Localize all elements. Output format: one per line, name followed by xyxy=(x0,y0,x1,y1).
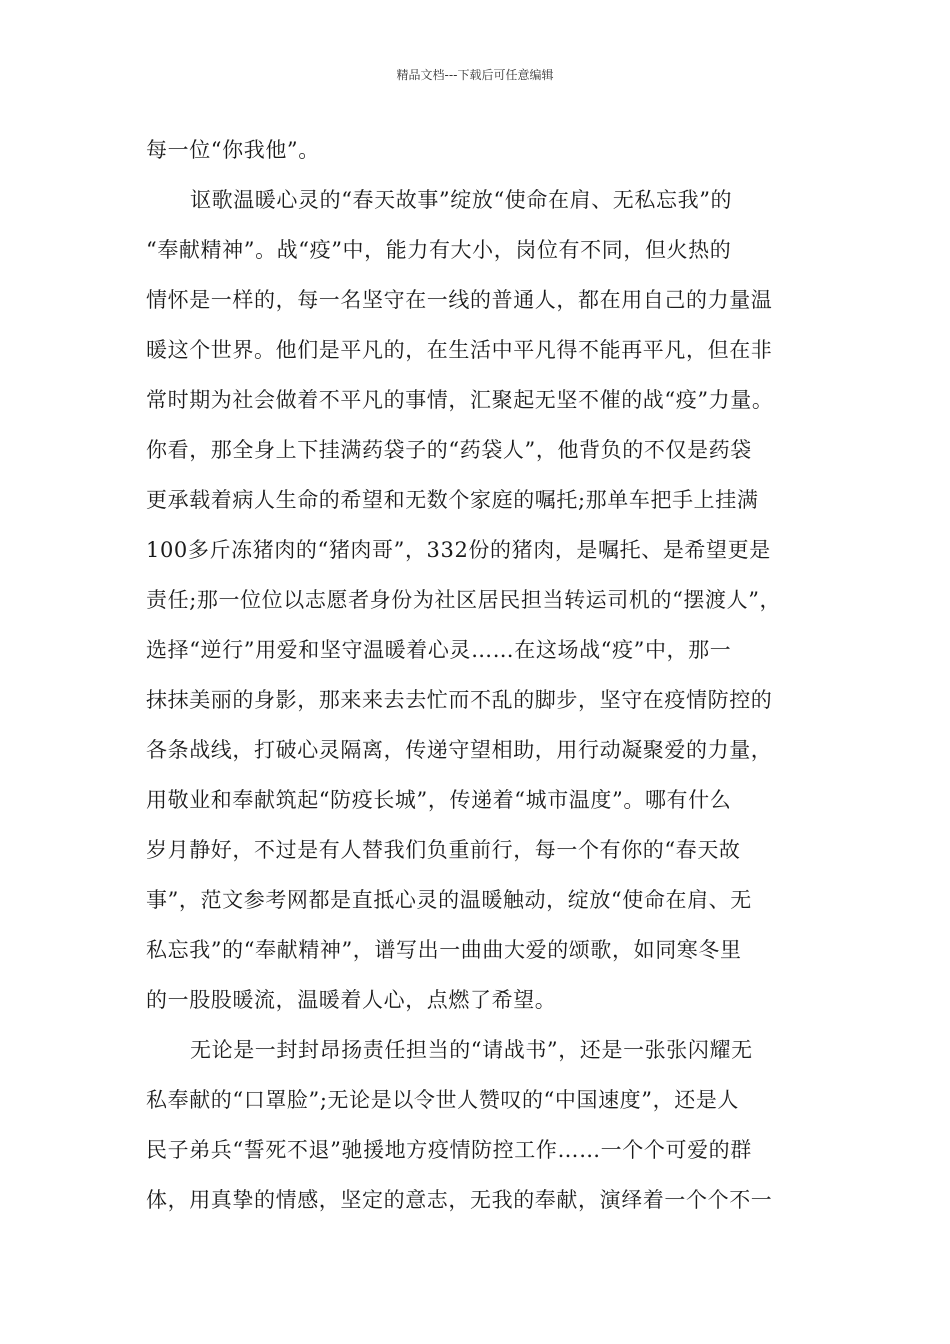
page-header: 精品文档---下载后可任意编辑 xyxy=(396,68,554,82)
text-line: 责任;那一位位以志愿者身份为社区居民担当转运司机的“摆渡人”， xyxy=(146,588,782,612)
paragraph-start-line: 无论是一封封昂扬责任担当的“请战书”，还是一张张闪耀无 xyxy=(190,1038,753,1062)
text-line: 情怀是一样的，每一名坚守在一线的普通人，都在用自己的力量温 xyxy=(146,288,773,312)
text-line: 用敬业和奉献筑起“防疫长城”，传递着“城市温度”。哪有什么 xyxy=(146,788,732,812)
paragraph-start-line: 讴歌温暖心灵的“春天故事”绽放“使命在肩、无私忘我”的 xyxy=(190,188,733,212)
text-line: 体，用真挚的情感，坚定的意志，无我的奉献，演绎着一个个不一 xyxy=(146,1188,773,1212)
text-line: 你看，那全身上下挂满药袋子的“药袋人”，他背负的不仅是药袋 xyxy=(146,438,752,462)
text-line: 私忘我”的“奉献精神”，谱写出一曲曲大爱的颂歌，如同寒冬里 xyxy=(146,938,742,962)
text-line: 私奉献的“口罩脸”;无论是以令世人赞叹的“中国速度”，还是人 xyxy=(146,1088,740,1112)
text-line: 每一位“你我他”。 xyxy=(146,138,320,162)
text-line: 岁月静好，不过是有人替我们负重前行，每一个有你的“春天故 xyxy=(146,838,741,862)
text-line: 暖这个世界。他们是平凡的，在生活中平凡得不能再平凡，但在非 xyxy=(146,338,773,362)
text-line: 事”，范文参考网都是直抵心灵的温暖触动，绽放“使命在肩、无 xyxy=(146,888,752,912)
text-line: 常时期为社会做着不平凡的事情，汇聚起无坚不催的战“疫”力量。 xyxy=(146,388,774,412)
text-line: 选择“逆行”用爱和坚守温暖着心灵……在这场战“疫”中，那一 xyxy=(146,638,732,662)
text-line: 各条战线，打破心灵隔离，传递守望相助，用行动凝聚爱的力量， xyxy=(146,738,773,762)
text-line: 民子弟兵“誓死不退”驰援地方疫情防控工作……一个个可爱的群 xyxy=(146,1138,752,1162)
text-line: 更承载着病人生命的希望和无数个家庭的嘱托;那单车把手上挂满 xyxy=(146,488,759,512)
text-line: “奉献精神”。战“疫”中，能力有大小，岗位有不同，但火热的 xyxy=(146,238,732,262)
text-line: 100多斤冻猪肉的“猪肉哥”，332份的猪肉，是嘱托、是希望更是 xyxy=(146,538,771,562)
text-line: 的一股股暖流，温暖着人心，点燃了希望。 xyxy=(146,988,557,1012)
text-line: 抹抹美丽的身影，那来来去去忙而不乱的脚步，坚守在疫情防控的 xyxy=(146,688,773,712)
